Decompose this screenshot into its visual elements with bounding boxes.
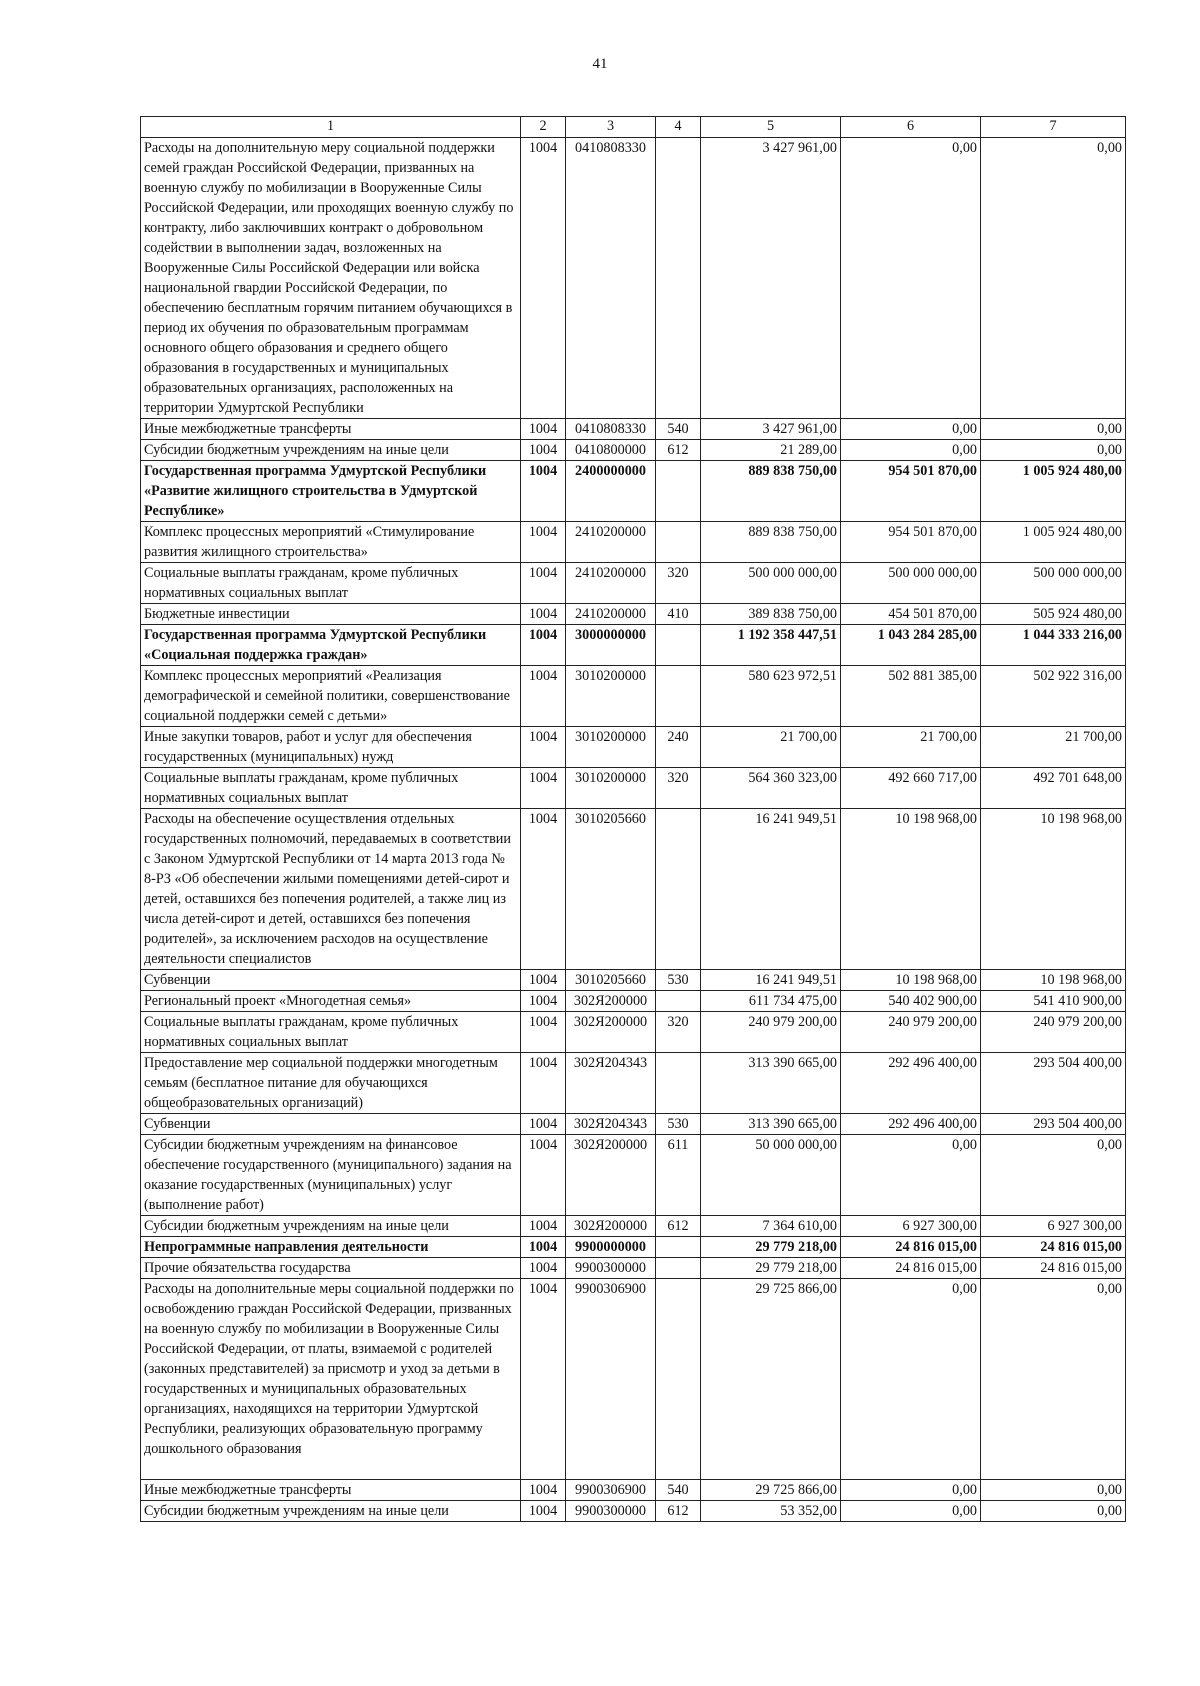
target-article-cell: 2400000000 [566,461,656,522]
row-name-cell: Субвенции [141,1114,521,1135]
target-article-cell: 2410200000 [566,563,656,604]
target-article-cell: 0410800000 [566,440,656,461]
target-article-cell: 3010200000 [566,666,656,727]
amount-year3-cell: 1 005 924 480,00 [981,461,1126,522]
amount-year1-cell: 3 427 961,00 [701,138,841,419]
header-col-4: 4 [656,117,701,138]
target-article-cell: 302Я200000 [566,991,656,1012]
expense-type-cell [656,1237,701,1258]
amount-year2-cell: 21 700,00 [841,727,981,768]
table-row [141,1501,1126,1522]
table-row [141,1216,1126,1237]
section-code-cell: 1004 [521,1114,566,1135]
target-article-cell: 3000000000 [566,625,656,666]
section-code-cell: 1004 [521,625,566,666]
amount-year3-cell: 240 979 200,00 [981,1012,1126,1053]
amount-year1-cell: 240 979 200,00 [701,1012,841,1053]
expense-type-cell: 530 [656,1114,701,1135]
amount-year2-cell: 0,00 [841,1480,981,1501]
target-article-cell: 9900000000 [566,1237,656,1258]
amount-year2-cell: 240 979 200,00 [841,1012,981,1053]
section-code-cell: 1004 [521,461,566,522]
table-row [141,1258,1126,1279]
amount-year3-cell: 10 198 968,00 [981,809,1126,970]
amount-year2-cell: 0,00 [841,1501,981,1522]
target-article-cell: 0410808330 [566,138,656,419]
target-article-cell: 9900306900 [566,1480,656,1501]
amount-year1-cell: 16 241 949,51 [701,809,841,970]
section-code-cell: 1004 [521,138,566,419]
section-code-cell: 1004 [521,1279,566,1480]
amount-year1-cell: 500 000 000,00 [701,563,841,604]
row-name-cell: Комплекс процессных мероприятий «Реализация демографической и семейной политики, совершенствование социальной поддержки семей с детьми» [141,666,521,727]
amount-year3-cell: 0,00 [981,1501,1126,1522]
table-row [141,1135,1126,1216]
amount-year3-cell: 0,00 [981,1135,1126,1216]
row-name-cell: Субвенции [141,970,521,991]
section-code-cell: 1004 [521,604,566,625]
amount-year1-cell: 29 725 866,00 [701,1480,841,1501]
amount-year2-cell: 1 043 284 285,00 [841,625,981,666]
amount-year1-cell: 313 390 665,00 [701,1053,841,1114]
expense-type-cell: 540 [656,419,701,440]
table-row [141,1480,1126,1501]
expense-type-cell [656,1258,701,1279]
row-name-cell: Иные закупки товаров, работ и услуг для обеспечения государственных (муниципальных) нужд [141,727,521,768]
amount-year2-cell: 10 198 968,00 [841,970,981,991]
amount-year2-cell: 0,00 [841,1135,981,1216]
table-row [141,768,1126,809]
table-row [141,666,1126,727]
amount-year1-cell: 889 838 750,00 [701,522,841,563]
amount-year3-cell: 0,00 [981,440,1126,461]
row-name-cell: Прочие обязательства государства [141,1258,521,1279]
section-code-cell: 1004 [521,1237,566,1258]
expense-type-cell [656,1279,701,1480]
amount-year2-cell: 0,00 [841,138,981,419]
target-article-cell: 2410200000 [566,604,656,625]
row-name-cell: Социальные выплаты гражданам, кроме публичных нормативных социальных выплат [141,1012,521,1053]
table-row [141,440,1126,461]
amount-year2-cell: 10 198 968,00 [841,809,981,970]
expense-type-cell [656,991,701,1012]
target-article-cell: 9900300000 [566,1258,656,1279]
section-code-cell: 1004 [521,1480,566,1501]
amount-year1-cell: 313 390 665,00 [701,1114,841,1135]
table-row [141,563,1126,604]
expense-type-cell [656,625,701,666]
table-row [141,461,1126,522]
section-code-cell: 1004 [521,727,566,768]
amount-year3-cell: 500 000 000,00 [981,563,1126,604]
expense-type-cell: 530 [656,970,701,991]
amount-year1-cell: 889 838 750,00 [701,461,841,522]
section-code-cell: 1004 [521,991,566,1012]
amount-year3-cell: 0,00 [981,419,1126,440]
expense-type-cell: 612 [656,1501,701,1522]
target-article-cell: 302Я200000 [566,1216,656,1237]
amount-year1-cell: 21 289,00 [701,440,841,461]
table-row [141,138,1126,419]
amount-year3-cell: 0,00 [981,138,1126,419]
amount-year3-cell: 0,00 [981,1279,1126,1480]
amount-year1-cell: 3 427 961,00 [701,419,841,440]
expense-type-cell [656,522,701,563]
row-name-cell: Расходы на обеспечение осуществления отдельных государственных полномочий, передаваемых в соответствии с Законом Удмуртской Республики от 14 марта 2013 года № 8-РЗ «Об обеспечении жилыми помещениями детей-сирот и детей, оставшихся без попечения родителей, а также лиц из числа детей-сирот и детей, оставшихся без попечения родителей», за исключением расходов на осуществление деятельности специалистов [141,809,521,970]
amount-year3-cell: 492 701 648,00 [981,768,1126,809]
row-name-cell: Расходы на дополнительную меру социальной поддержки семей граждан Российской Федерации, призванных на военную службу по мобилизации в Вооруженные Силы Российской Федерации, или проходящих военную службу по контракту, либо заключивших контракт о добровольном содействии в выполнении задач, возложенных на Вооруженные Силы Российской Федерации или войска национальной гвардии Российской Федерации, по обеспечению бесплатным горячим питанием обучающихся в период их обучения по образовательным программам основного общего образования и среднего общего образования в государственных и муниципальных образовательных организациях, расположенных на территории Удмуртской Республики [141,138,521,419]
table-body [141,138,1126,1522]
target-article-cell: 9900300000 [566,1501,656,1522]
budget-table [140,116,1126,1522]
amount-year1-cell: 53 352,00 [701,1501,841,1522]
amount-year2-cell: 454 501 870,00 [841,604,981,625]
header-col-6: 6 [841,117,981,138]
target-article-cell: 302Я200000 [566,1135,656,1216]
row-name-cell: Субсидии бюджетным учреждениям на иные цели [141,440,521,461]
row-name-cell: Социальные выплаты гражданам, кроме публичных нормативных социальных выплат [141,563,521,604]
amount-year2-cell: 292 496 400,00 [841,1114,981,1135]
row-name-cell: Субсидии бюджетным учреждениям на иные цели [141,1216,521,1237]
target-article-cell: 302Я200000 [566,1012,656,1053]
section-code-cell: 1004 [521,1012,566,1053]
section-code-cell: 1004 [521,809,566,970]
target-article-cell: 302Я204343 [566,1114,656,1135]
amount-year3-cell: 1 044 333 216,00 [981,625,1126,666]
target-article-cell: 2410200000 [566,522,656,563]
row-name-cell: Расходы на дополнительные меры социальной поддержки по освобождению граждан Российской Федерации, призванных на военную службу по мобилизации в Вооруженные Силы Российской Федерации, от платы, взимаемой с родителей (законных представителей) за присмотр и уход за детьми в государственных и муниципальных образовательных организациях, находящихся на территории Удмуртской Республики, реализующих образовательную программу дошкольного образования [141,1279,521,1480]
row-name-cell: Субсидии бюджетным учреждениям на иные цели [141,1501,521,1522]
expense-type-cell: 320 [656,563,701,604]
amount-year1-cell: 564 360 323,00 [701,768,841,809]
section-code-cell: 1004 [521,1053,566,1114]
row-name-cell: Субсидии бюджетным учреждениям на финансовое обеспечение государственного (муниципального) задания на оказание государственных (муниципальных) услуг (выполнение работ) [141,1135,521,1216]
target-article-cell: 9900306900 [566,1279,656,1480]
amount-year2-cell: 0,00 [841,419,981,440]
amount-year2-cell: 292 496 400,00 [841,1053,981,1114]
amount-year2-cell: 502 881 385,00 [841,666,981,727]
table-row [141,809,1126,970]
expense-type-cell: 611 [656,1135,701,1216]
expense-type-cell [656,461,701,522]
expense-type-cell: 540 [656,1480,701,1501]
row-name-cell: Предоставление мер социальной поддержки многодетным семьям (бесплатное питание для обучающихся общеобразовательных организаций) [141,1053,521,1114]
amount-year3-cell: 1 005 924 480,00 [981,522,1126,563]
row-name-cell: Государственная программа Удмуртской Республики «Развитие жилищного строительства в Удмуртской Республике» [141,461,521,522]
amount-year2-cell: 0,00 [841,1279,981,1480]
row-name-cell: Комплекс процессных мероприятий «Стимулирование развития жилищного строительства» [141,522,521,563]
amount-year1-cell: 580 623 972,51 [701,666,841,727]
amount-year3-cell: 6 927 300,00 [981,1216,1126,1237]
table-row [141,970,1126,991]
row-name-cell: Региональный проект «Многодетная семья» [141,991,521,1012]
table-row [141,1053,1126,1114]
section-code-cell: 1004 [521,563,566,604]
header-col-5: 5 [701,117,841,138]
target-article-cell: 3010205660 [566,809,656,970]
amount-year1-cell: 7 364 610,00 [701,1216,841,1237]
header-row [141,117,1126,138]
section-code-cell: 1004 [521,440,566,461]
amount-year1-cell: 29 779 218,00 [701,1237,841,1258]
expense-type-cell [656,138,701,419]
amount-year1-cell: 21 700,00 [701,727,841,768]
amount-year2-cell: 24 816 015,00 [841,1237,981,1258]
target-article-cell: 302Я204343 [566,1053,656,1114]
expense-type-cell: 320 [656,1012,701,1053]
target-article-cell: 0410808330 [566,419,656,440]
amount-year2-cell: 540 402 900,00 [841,991,981,1012]
amount-year3-cell: 502 922 316,00 [981,666,1126,727]
amount-year3-cell: 21 700,00 [981,727,1126,768]
table-row [141,1012,1126,1053]
target-article-cell: 3010200000 [566,768,656,809]
table-row [141,522,1126,563]
row-name-cell: Государственная программа Удмуртской Республики «Социальная поддержка граждан» [141,625,521,666]
amount-year3-cell: 24 816 015,00 [981,1258,1126,1279]
table-row [141,625,1126,666]
amount-year2-cell: 6 927 300,00 [841,1216,981,1237]
amount-year2-cell: 24 816 015,00 [841,1258,981,1279]
amount-year3-cell: 541 410 900,00 [981,991,1126,1012]
table-row [141,1114,1126,1135]
section-code-cell: 1004 [521,768,566,809]
expense-type-cell [656,1053,701,1114]
section-code-cell: 1004 [521,666,566,727]
row-name-cell: Иные межбюджетные трансферты [141,1480,521,1501]
table-row [141,991,1126,1012]
header-col-3: 3 [566,117,656,138]
section-code-cell: 1004 [521,1135,566,1216]
table-row [141,1237,1126,1258]
header-col-2: 2 [521,117,566,138]
row-name-cell: Непрограммные направления деятельности [141,1237,521,1258]
section-code-cell: 1004 [521,1216,566,1237]
expense-type-cell: 612 [656,1216,701,1237]
expense-type-cell: 410 [656,604,701,625]
amount-year1-cell: 1 192 358 447,51 [701,625,841,666]
amount-year3-cell: 505 924 480,00 [981,604,1126,625]
amount-year3-cell: 24 816 015,00 [981,1237,1126,1258]
table-row [141,604,1126,625]
target-article-cell: 3010200000 [566,727,656,768]
table-row [141,1279,1126,1480]
page-number: 41 [592,56,608,72]
amount-year3-cell: 10 198 968,00 [981,970,1126,991]
section-code-cell: 1004 [521,1258,566,1279]
expense-type-cell [656,666,701,727]
amount-year1-cell: 50 000 000,00 [701,1135,841,1216]
table-row [141,419,1126,440]
row-name-cell: Бюджетные инвестиции [141,604,521,625]
section-code-cell: 1004 [521,419,566,440]
amount-year2-cell: 0,00 [841,440,981,461]
amount-year3-cell: 0,00 [981,1480,1126,1501]
expense-type-cell: 612 [656,440,701,461]
amount-year2-cell: 954 501 870,00 [841,461,981,522]
amount-year3-cell: 293 504 400,00 [981,1114,1126,1135]
section-code-cell: 1004 [521,1501,566,1522]
expense-type-cell: 240 [656,727,701,768]
amount-year2-cell: 500 000 000,00 [841,563,981,604]
amount-year1-cell: 389 838 750,00 [701,604,841,625]
amount-year1-cell: 611 734 475,00 [701,991,841,1012]
expense-type-cell: 320 [656,768,701,809]
section-code-cell: 1004 [521,522,566,563]
amount-year1-cell: 29 725 866,00 [701,1279,841,1480]
expense-type-cell [656,809,701,970]
row-name-cell: Социальные выплаты гражданам, кроме публичных нормативных социальных выплат [141,768,521,809]
amount-year1-cell: 16 241 949,51 [701,970,841,991]
target-article-cell: 3010205660 [566,970,656,991]
table-row [141,727,1126,768]
section-code-cell: 1004 [521,970,566,991]
amount-year3-cell: 293 504 400,00 [981,1053,1126,1114]
amount-year2-cell: 954 501 870,00 [841,522,981,563]
header-col-7: 7 [981,117,1126,138]
amount-year2-cell: 492 660 717,00 [841,768,981,809]
row-name-cell: Иные межбюджетные трансферты [141,419,521,440]
header-col-1: 1 [141,117,521,138]
amount-year1-cell: 29 779 218,00 [701,1258,841,1279]
